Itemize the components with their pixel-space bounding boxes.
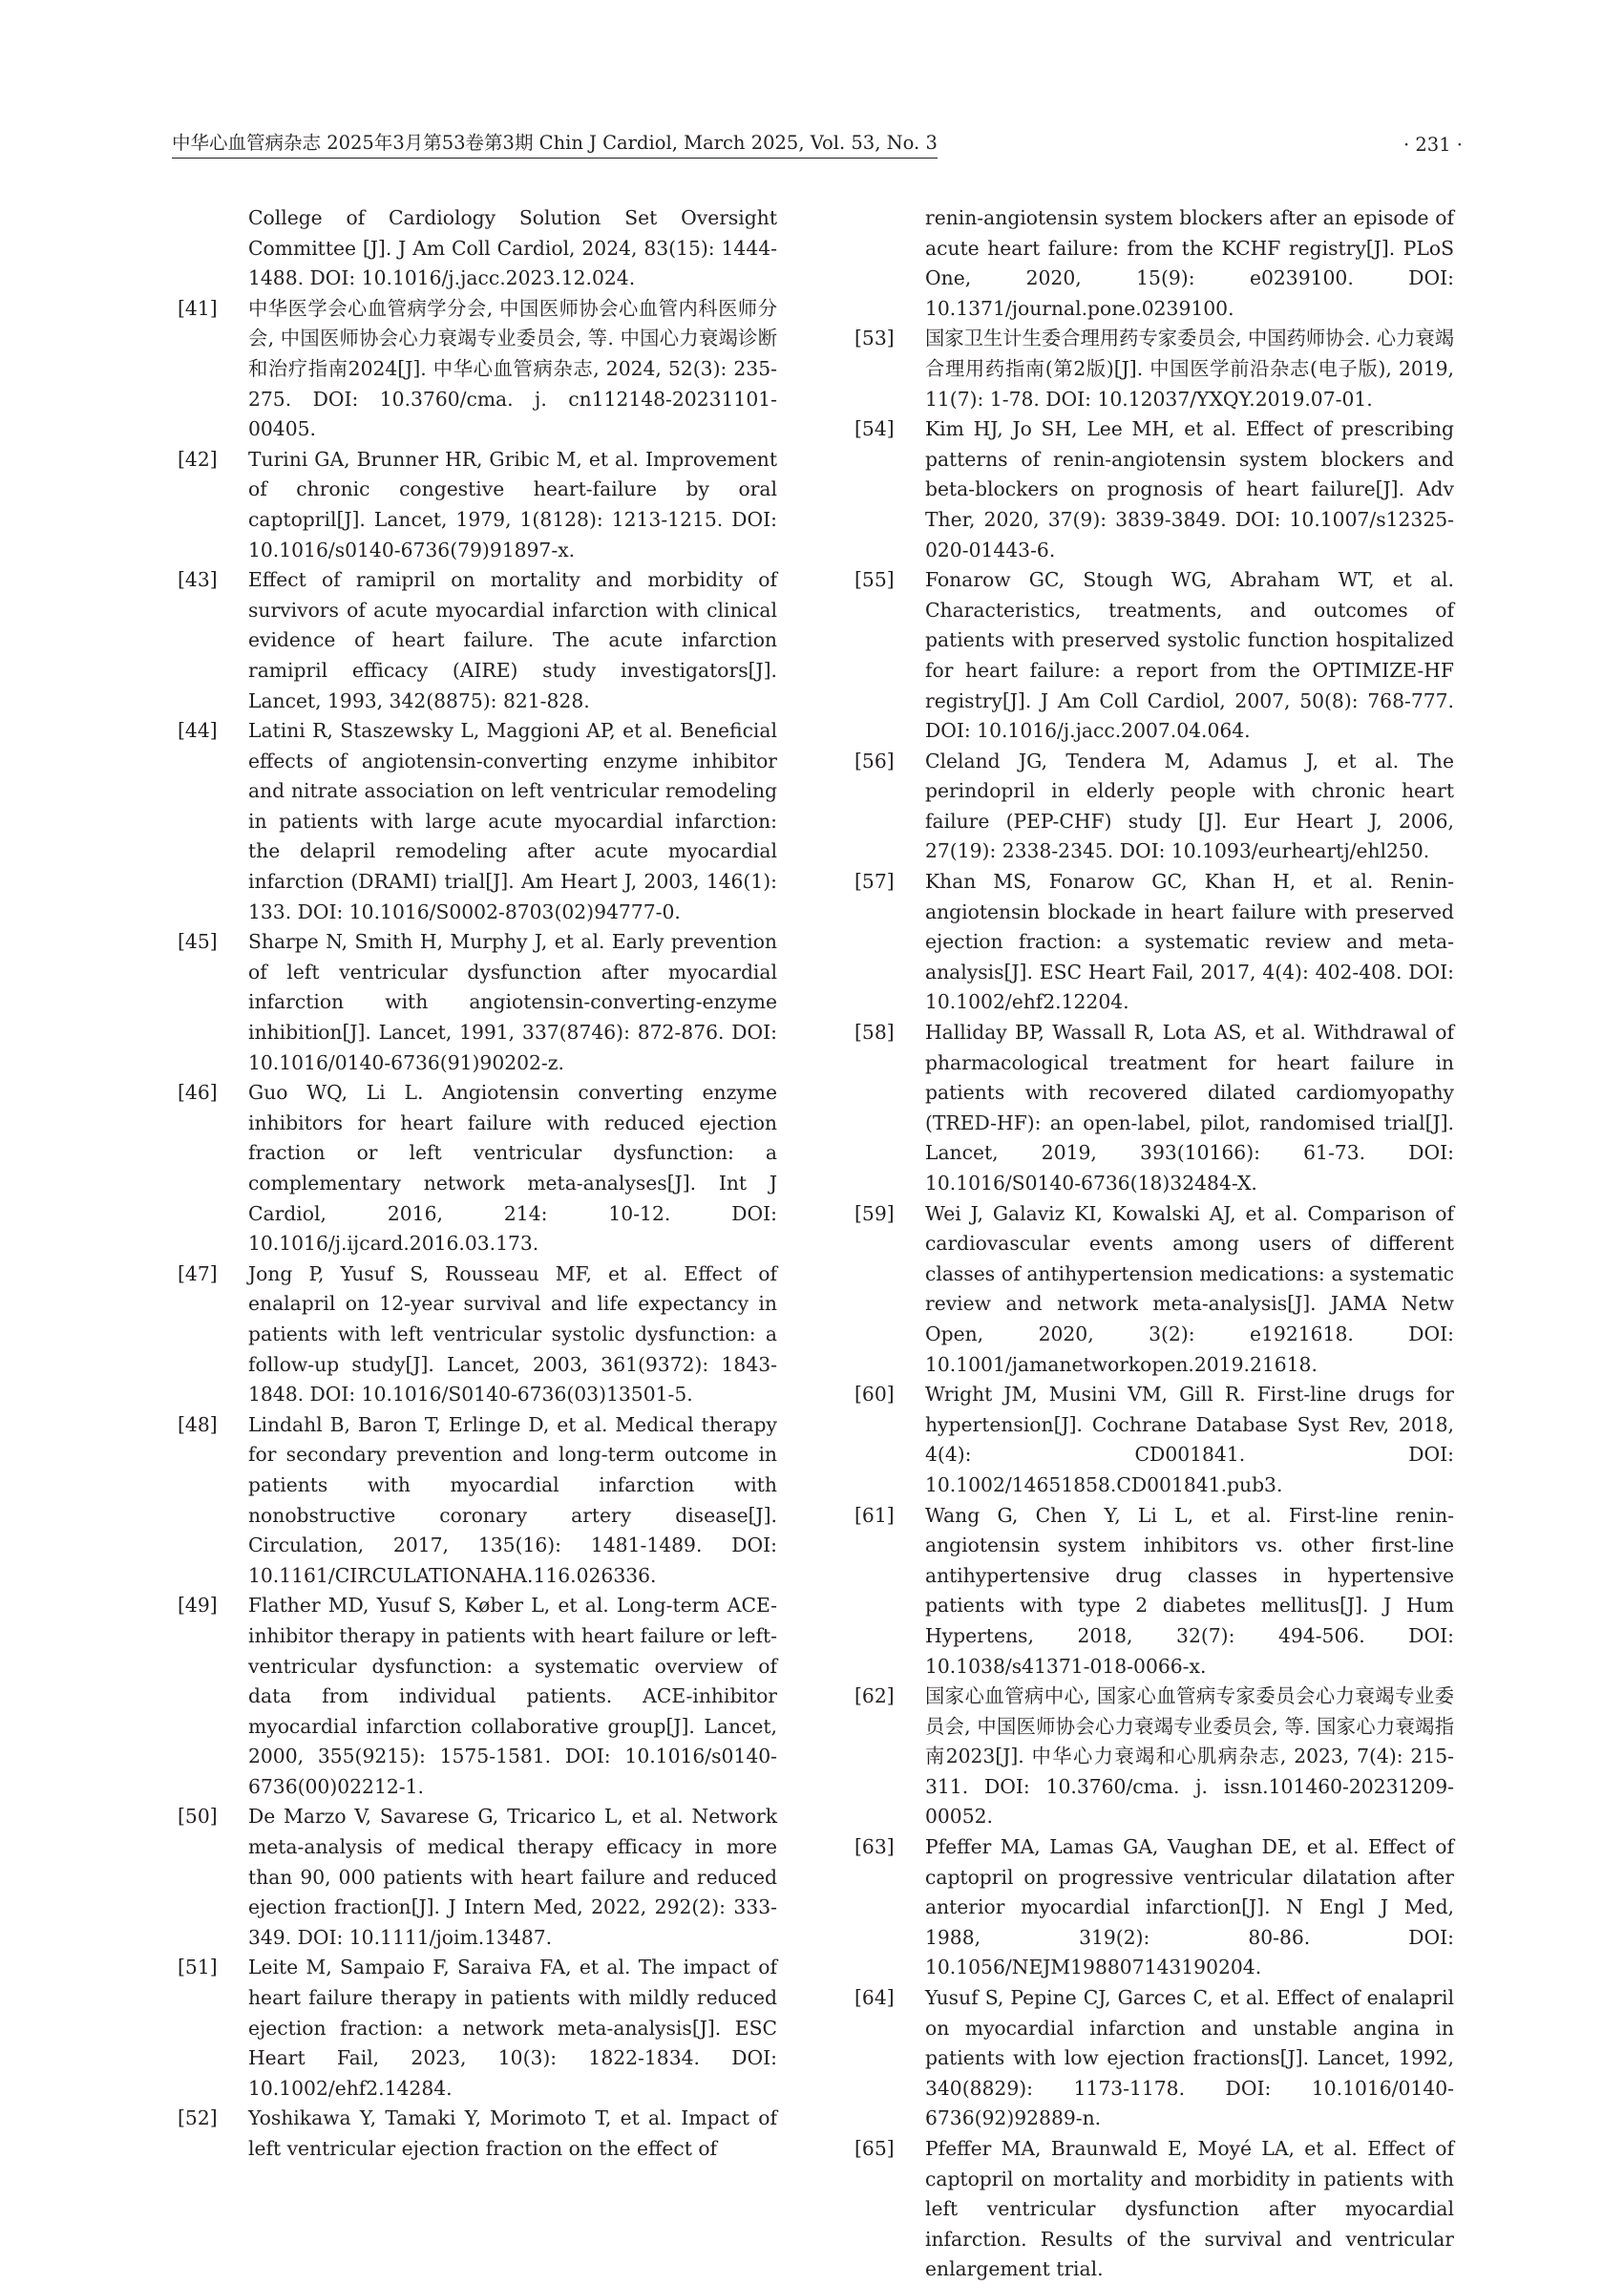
reference-item [854, 565, 1454, 747]
reference-item [178, 203, 777, 294]
reference-number: [46] [178, 1081, 218, 1105]
reference-text: Latini R, Staszewsky L, Maggioni AP, et al. Beneficial effects of angiotensin-converting enzyme inhibitor and nitrate association on left ventricular remodeling in patients with large acute myocardial infarction: the delapril remodeling after acute myocardial infarction (DRAMI) trial[J]. Am Heart J, 2003, 146(1): 133. DOI: 10.1016/S0002-8703(02)94777-0. [248, 719, 777, 923]
reference-number: [57] [854, 870, 895, 894]
reference-number: [60] [854, 1383, 895, 1407]
reference-number: [54] [854, 417, 895, 441]
reference-item [854, 1983, 1454, 2134]
reference-item [178, 2104, 777, 2164]
reference-text: renin-angiotensin system blockers after an episode of acute heart failure: from the KCHF registry[J]. PLoS One, 2020, 15(9): e0239100. DOI: 10.1371/journal.pone.0239100. [925, 206, 1454, 320]
reference-item [854, 867, 1454, 1018]
reference-number: [61] [854, 1503, 895, 1527]
reference-item [854, 1199, 1454, 1381]
reference-text: Lindahl B, Baron T, Erlinge D, et al. Medical therapy for secondary prevention and long-term outcome in patients with myocardial infarction with nonobstructive coronary artery disease[J]. Circulation, 2017, 135(16): 1481-1489. DOI: 10.1161/CIRCULATIONAHA.116.026336. [248, 1412, 777, 1587]
running-header [172, 131, 1463, 159]
reference-item [854, 1682, 1454, 1832]
reference-text: Guo WQ, Li L. Angiotensin converting enzyme inhibitors for heart failure with reduced ejection fraction or left ventricular dysfunction: a complementary network meta-analyses[J]. Int J Cardiol, 2016, 214: 10-12. DOI: 10.1016/j.ijcard.2016.03.173. [248, 1081, 777, 1256]
reference-item [178, 1802, 777, 1953]
reference-number: [58] [854, 1021, 895, 1045]
reference-text: Turini GA, Brunner HR, Gribic M, et al. Improvement of chronic congestive heart-failure by oral captopril[J]. Lancet, 1979, 1(8128): 1213-1215. DOI: 10.1016/s0140-6736(79)91897-x. [248, 447, 777, 561]
reference-item [854, 324, 1454, 414]
reference-text: 国家卫生计生委合理用药专家委员会, 中国药师协会. 心力衰竭合理用药指南(第2版)[J]. 中国医学前沿杂志(电子版), 2019, 11(7): 1-78. DOI: 10.12037/YXQY.2019.07-01. [925, 327, 1454, 411]
reference-item [178, 565, 777, 716]
reference-item [178, 445, 777, 565]
reference-text: Halliday BP, Wassall R, Lota AS, et al. Withdrawal of pharmacological treatment for heart failure in patients with recovered dilated cardiomyopathy (TRED-HF): an open-label, pilot, randomised trial[J]. Lancet, 2019, 393(10166): 61-73. DOI: 10.1016/S0140-6736(18)32484-X. [925, 1021, 1454, 1195]
reference-item [178, 294, 777, 445]
reference-text: Kim HJ, Jo SH, Lee MH, et al. Effect of prescribing patterns of renin-angiotensin system blockers and beta-blockers on prognosis of heart failure[J]. Adv Ther, 2020, 37(9): 3839-3849. DOI: 10.1007/s12325-020-01443-6. [925, 417, 1454, 561]
reference-text: Effect of ramipril on mortality and morbidity of survivors of acute myocardial infarction with clinical evidence of heart failure. The acute infarction ramipril efficacy (AIRE) study investigators[J]. Lancet, 1993, 342(8875): 821-828. [248, 568, 777, 712]
reference-number: [56] [854, 749, 895, 772]
reference-text: Sharpe N, Smith H, Murphy J, et al. Early prevention of left ventricular dysfunction after myocardial infarction with angiotensin-converting-enzyme inhibition[J]. Lancet, 1991, 337(8746): 872-876. DOI: 10.1016/0140-6736(91)90202-z. [248, 930, 777, 1074]
reference-item [178, 1953, 777, 2104]
reference-column-right [854, 203, 1454, 2285]
reference-number: [52] [178, 2106, 218, 2130]
reference-number: [49] [178, 1594, 218, 1618]
reference-number: [55] [854, 568, 895, 592]
reference-number: [47] [178, 1261, 218, 1285]
reference-text: 国家心血管病中心, 国家心血管病专家委员会心力衰竭专业委员会, 中国医师协会心力衰竭专业委员会, 等. 国家心力衰竭指南2023[J]. 中华心力衰竭和心肌病杂志, 2023, 7(4): 215-311. DOI: 10.3760/cma. j. issn.101460-20231209-00052. [925, 1684, 1454, 1829]
reference-item [854, 203, 1454, 324]
reference-number: [63] [854, 1835, 895, 1859]
reference-number: [43] [178, 568, 218, 592]
reference-text: 中华医学会心血管病学分会, 中国医师协会心血管内科医师分会, 中国医师协会心力衰竭专业委员会, 等. 中国心力衰竭诊断和治疗指南2024[J]. 中华心血管病杂志, 2024, 52(3): 235-275. DOI: 10.3760/cma. j. cn112148-20231101-00405. [248, 296, 777, 441]
reference-item [854, 1501, 1454, 1682]
reference-item [178, 927, 777, 1078]
reference-item [854, 1832, 1454, 1983]
journal-citation-line: 中华心血管病杂志 2025年3月第53卷第3期 Chin J Cardiol, March 2025, Vol. 53, No. 3 [172, 131, 938, 159]
reference-text: De Marzo V, Savarese G, Tricarico L, et al. Network meta-analysis of medical therapy efficacy in more than 90, 000 patients with heart failure and reduced ejection fraction[J]. J Intern Med, 2022, 292(2): 333-349. DOI: 10.1111/joim.13487. [248, 1805, 777, 1949]
reference-column-left [178, 203, 777, 2165]
page-number: · 231 · [1403, 134, 1463, 156]
reference-item [178, 1078, 777, 1259]
reference-text: Wright JM, Musini VM, Gill R. First-line drugs for hypertension[J]. Cochrane Database Syst Rev, 2018, 4(4): CD001841. DOI: 10.1002/14651858.CD001841.pub3. [925, 1383, 1454, 1496]
reference-number: [50] [178, 1805, 218, 1829]
reference-text: Wei J, Galaviz KI, Kowalski AJ, et al. Comparison of cardiovascular events among users of different classes of antihypertension medications: a systematic review and network meta-analysis[J]. JAMA Netw Open, 2020, 3(2): e1921618. DOI: 10.1001/jamanetworkopen.2019.21618. [925, 1201, 1454, 1376]
reference-text: Yusuf S, Pepine CJ, Garces C, et al. Effect of enalapril on myocardial infarction and unstable angina in patients with low ejection fractions[J]. Lancet, 1992, 340(8829): 1173-1178. DOI: 10.1016/0140-6736(92)92889-n. [925, 1986, 1454, 2130]
reference-text: Leite M, Sampaio F, Saraiva FA, et al. The impact of heart failure therapy in patients with mildly reduced ejection fraction: a network meta-analysis[J]. ESC Heart Fail, 2023, 10(3): 1822-1834. DOI: 10.1002/ehf2.14284. [248, 1956, 777, 2100]
reference-text: Jong P, Yusuf S, Rousseau MF, et al. Effect of enalapril on 12-year survival and life expectancy in patients with left ventricular systolic dysfunction: a follow-up study[J]. Lancet, 2003, 361(9372): 1843-1848. DOI: 10.1016/S0140-6736(03)13501-5. [248, 1261, 777, 1407]
reference-number: [42] [178, 447, 218, 471]
reference-number: [41] [178, 296, 218, 320]
reference-item [854, 2134, 1454, 2285]
reference-text: Fonarow GC, Stough WG, Abraham WT, et al. Characteristics, treatments, and outcomes of patients with preserved systolic function hospitalized for heart failure: a report from the OPTIMIZE-HF registry[J]. J Am Coll Cardiol, 2007, 50(8): 768-777. DOI: 10.1016/j.jacc.2007.04.064. [925, 568, 1454, 743]
reference-item [178, 716, 777, 927]
reference-item [854, 1018, 1454, 1199]
reference-text: Wang G, Chen Y, Li L, et al. First-line renin-angiotensin system inhibitors vs. other first-line antihypertensive drug classes in hypertensive patients with type 2 diabetes mellitus[J]. J Hum Hypertens, 2018, 32(7): 494-506. DOI: 10.1038/s41371-018-0066-x. [925, 1503, 1454, 1678]
reference-item [178, 1259, 777, 1410]
reference-text: Pfeffer MA, Braunwald E, Moyé LA, et al. Effect of captopril on mortality and morbidity in patients with left ventricular dysfunction after myocardial infarction. Results of the survival and ventricular enlargement trial. [925, 2137, 1454, 2281]
reference-number: [45] [178, 930, 218, 954]
reference-item [178, 1410, 777, 1592]
reference-text: Yoshikawa Y, Tamaki Y, Morimoto T, et al. Impact of left ventricular ejection fraction on the effect of [248, 2106, 777, 2160]
reference-item [854, 414, 1454, 565]
reference-text: College of Cardiology Solution Set Oversight Committee [J]. J Am Coll Cardiol, 2024, 83(15): 1444-1488. DOI: 10.1016/j.jacc.2023.12.024. [248, 206, 777, 290]
reference-item [854, 1380, 1454, 1500]
reference-number: [44] [178, 719, 218, 743]
reference-number: [64] [854, 1986, 895, 2010]
reference-text: Cleland JG, Tendera M, Adamus J, et al. The perindopril in elderly people with chronic heart failure (PEP-CHF) study [J]. Eur Heart J, 2006, 27(19): 2338-2345. DOI: 10.1093/eurheartj/ehl250. [925, 749, 1454, 863]
reference-text: Pfeffer MA, Lamas GA, Vaughan DE, et al. Effect of captopril on progressive ventricular dilatation after anterior myocardial infarction[J]. N Engl J Med, 1988, 319(2): 80-86. DOI: 10.1056/NEJM198807143190204. [925, 1835, 1454, 1979]
reference-text: Khan MS, Fonarow GC, Khan H, et al. Renin-angiotensin blockade in heart failure with preserved ejection fraction: a systematic review and meta-analysis[J]. ESC Heart Fail, 2017, 4(4): 402-408. DOI: 10.1002/ehf2.12204. [925, 870, 1454, 1014]
reference-number: [59] [854, 1201, 895, 1225]
reference-number: [53] [854, 327, 895, 350]
reference-number: [62] [854, 1684, 895, 1708]
reference-number: [51] [178, 1956, 218, 1979]
reference-item [854, 747, 1454, 867]
reference-number: [48] [178, 1412, 218, 1436]
reference-number: [65] [854, 2137, 895, 2160]
reference-text: Flather MD, Yusuf S, Køber L, et al. Long-term ACE-inhibitor therapy in patients with heart failure or left-ventricular dysfunction: a systematic overview of data from individual patients. ACE-inhibitor myocardial infarction collaborative group[J]. Lancet, 2000, 355(9215): 1575-1581. DOI: 10.1016/s0140-6736(00)02212-1. [248, 1594, 777, 1798]
reference-item [178, 1591, 777, 1802]
